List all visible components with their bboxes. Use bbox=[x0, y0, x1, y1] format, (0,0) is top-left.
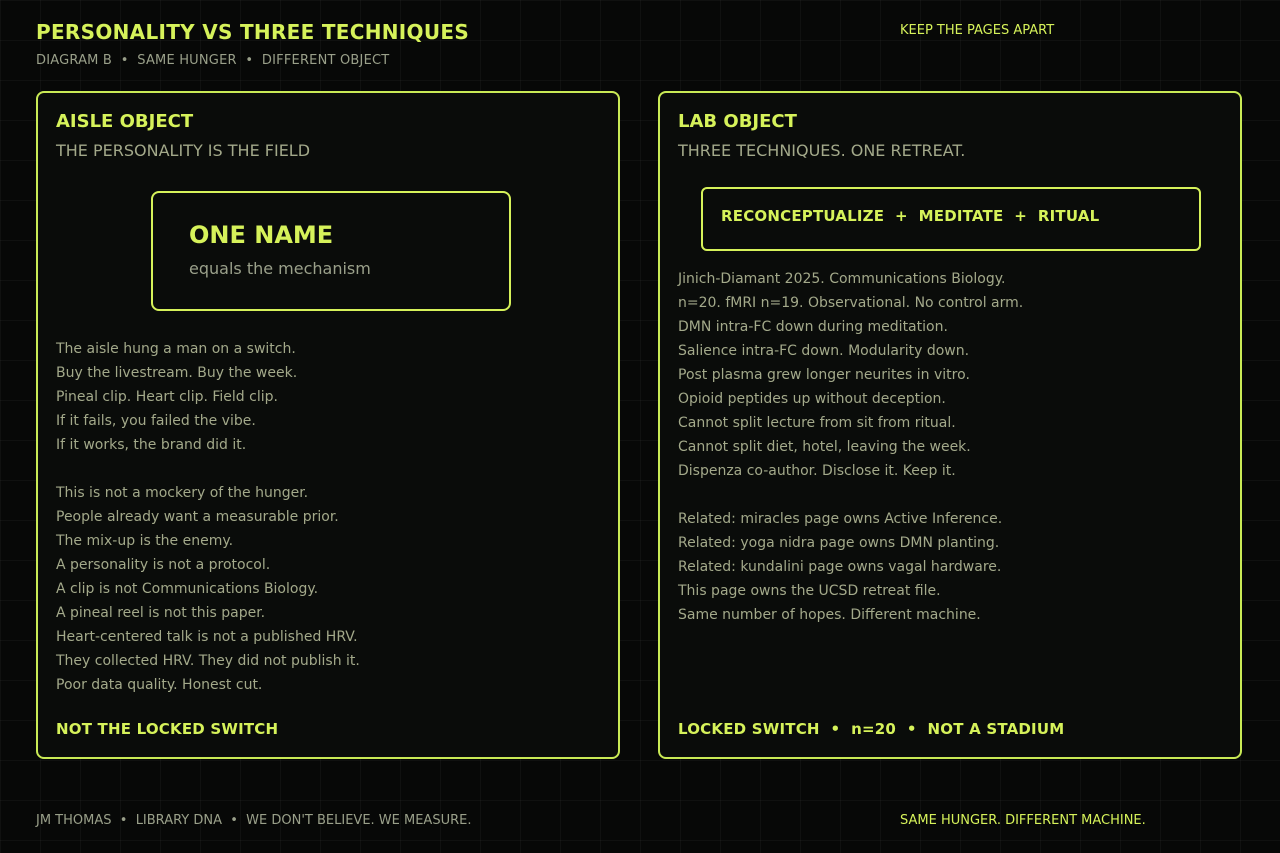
aisle-object-panel bbox=[36, 91, 620, 759]
text-line: A personality is not a protocol. bbox=[56, 557, 271, 573]
page-title: PERSONALITY VS THREE TECHNIQUES bbox=[36, 20, 470, 44]
box-title: ONE NAME bbox=[189, 221, 334, 249]
panel-footer: NOT THE LOCKED SWITCH bbox=[56, 720, 279, 738]
text-line: Cannot split diet, hotel, leaving the week. bbox=[678, 439, 971, 455]
text-line: n=20. fMRI n=19. Observational. No control arm. bbox=[678, 295, 1024, 311]
techniques-box bbox=[701, 187, 1201, 251]
aisle-paragraph-2 bbox=[56, 481, 360, 697]
text-line: A clip is not Communications Biology. bbox=[56, 581, 319, 597]
text-line: DMN intra-FC down during meditation. bbox=[678, 319, 948, 335]
text-line: They collected HRV. They did not publish it. bbox=[56, 653, 360, 669]
text-line: Buy the livestream. Buy the week. bbox=[56, 365, 298, 381]
text-line: Pineal clip. Heart clip. Field clip. bbox=[56, 389, 278, 405]
text-line: Related: miracles page owns Active Inference. bbox=[678, 511, 1003, 527]
text-line: People already want a measurable prior. bbox=[56, 509, 339, 525]
lab-paragraph-2 bbox=[678, 507, 1002, 627]
text-line: If it works, the brand did it. bbox=[56, 437, 247, 453]
footer-credit: JM THOMAS • LIBRARY DNA • WE DON'T BELIEVE. WE MEASURE. bbox=[36, 813, 472, 828]
techniques-label: RECONCEPTUALIZE + MEDITATE + RITUAL bbox=[721, 207, 1100, 225]
panel-footer: LOCKED SWITCH • n=20 • NOT A STADIUM bbox=[678, 720, 1065, 738]
aisle-paragraph-1 bbox=[56, 337, 297, 457]
text-line: This page owns the UCSD retreat file. bbox=[678, 583, 941, 599]
text-line: The mix-up is the enemy. bbox=[56, 533, 234, 549]
text-line: Poor data quality. Honest cut. bbox=[56, 677, 263, 693]
one-name-box bbox=[151, 191, 511, 311]
text-line: This is not a mockery of the hunger. bbox=[56, 485, 309, 501]
text-line: Post plasma grew longer neurites in vitro. bbox=[678, 367, 970, 383]
text-line: Related: kundalini page owns vagal hardware. bbox=[678, 559, 1002, 575]
text-line: Opioid peptides up without deception. bbox=[678, 391, 946, 407]
text-line: Salience intra-FC down. Modularity down. bbox=[678, 343, 970, 359]
panel-subheading: THE PERSONALITY IS THE FIELD bbox=[56, 141, 311, 160]
text-line: Cannot split lecture from sit from ritual. bbox=[678, 415, 956, 431]
footer-tagline: SAME HUNGER. DIFFERENT MACHINE. bbox=[900, 813, 1146, 828]
panel-heading: LAB OBJECT bbox=[678, 111, 797, 132]
text-line: A pineal reel is not this paper. bbox=[56, 605, 266, 621]
text-line: Heart-centered talk is not a published HRV. bbox=[56, 629, 358, 645]
page-subtitle: DIAGRAM B • SAME HUNGER • DIFFERENT OBJECT bbox=[36, 53, 390, 68]
lab-object-panel bbox=[658, 91, 1242, 759]
text-line: Jinich-Diamant 2025. Communications Biology. bbox=[678, 271, 1006, 287]
text-line: Related: yoga nidra page owns DMN planting. bbox=[678, 535, 1000, 551]
text-line: The aisle hung a man on a switch. bbox=[56, 341, 296, 357]
text-line: Same number of hopes. Different machine. bbox=[678, 607, 981, 623]
panel-subheading: THREE TECHNIQUES. ONE RETREAT. bbox=[678, 141, 966, 160]
box-subtitle: equals the mechanism bbox=[189, 259, 371, 278]
panel-heading: AISLE OBJECT bbox=[56, 111, 194, 132]
lab-paragraph-1 bbox=[678, 267, 1023, 483]
header-tagline: KEEP THE PAGES APART bbox=[900, 23, 1055, 38]
text-line: Dispenza co-author. Disclose it. Keep it. bbox=[678, 463, 956, 479]
text-line: If it fails, you failed the vibe. bbox=[56, 413, 256, 429]
